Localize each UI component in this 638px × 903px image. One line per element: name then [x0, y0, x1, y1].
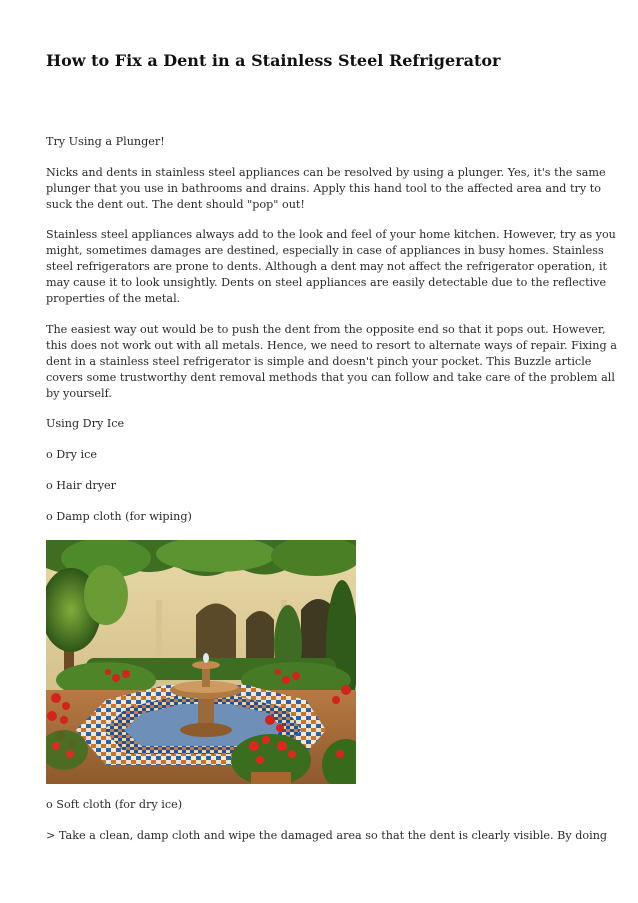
list-item-damp-cloth: o Damp cloth (for wiping) [46, 510, 192, 523]
section-heading-dry-ice: Using Dry Ice [46, 417, 125, 430]
paragraph-3-line-5: by yourself. [46, 387, 112, 400]
paragraph-3-line-4: covers some trustworthy dent removal methods that you can follow and take care of the problem all [46, 371, 615, 384]
paragraph-2-line-1: Stainless steel appliances always add to the look and feel of your home kitchen. However, try as you [46, 228, 616, 241]
list-item-dry-ice: o Dry ice [46, 448, 97, 461]
paragraph-2-line-2: might, sometimes damages are destined, especially in case of appliances in busy homes. Stainless [46, 244, 604, 257]
paragraph-2-line-5: properties of the metal. [46, 292, 181, 305]
paragraph-3-line-1: The easiest way out would be to push the dent from the opposite end so that it pops out. However, [46, 323, 606, 336]
paragraph-2-line-4: may cause it to look unsightly. Dents on steel appliances are easily detectable due to the reflective [46, 276, 607, 289]
courtyard-fountain-photo [46, 540, 356, 784]
paragraph-1-line-3: suck the dent out. The dent should "pop" out! [46, 198, 305, 211]
list-item-soft-cloth: o Soft cloth (for dry ice) [46, 798, 183, 811]
list-item-hair-dryer: o Hair dryer [46, 479, 116, 492]
page-title: How to Fix a Dent in a Stainless Steel Refrigerator [46, 51, 501, 70]
step-wipe-line: > Take a clean, damp cloth and wipe the damaged area so that the dent is clearly visible. By doing [46, 829, 608, 842]
paragraph-3-line-3: dent in a stainless steel refrigerator is simple and doesn't pinch your pocket. This Buzzle article [46, 355, 592, 368]
paragraph-1-line-2: plunger that you use in bathrooms and drains. Apply this hand tool to the affected area and try to [46, 182, 601, 195]
paragraph-3-line-2: this does not work out with all metals. Hence, we need to resort to alternate ways of repair. Fixing a [46, 339, 617, 352]
paragraph-2-line-3: steel refrigerators are prone to dents. Although a dent may not affect the refrigerator operation, it [46, 260, 608, 273]
section-heading-plunger: Try Using a Plunger! [46, 135, 165, 148]
paragraph-1-line-1: Nicks and dents in stainless steel appliances can be resolved by using a plunger. Yes, it's the same [46, 166, 606, 179]
